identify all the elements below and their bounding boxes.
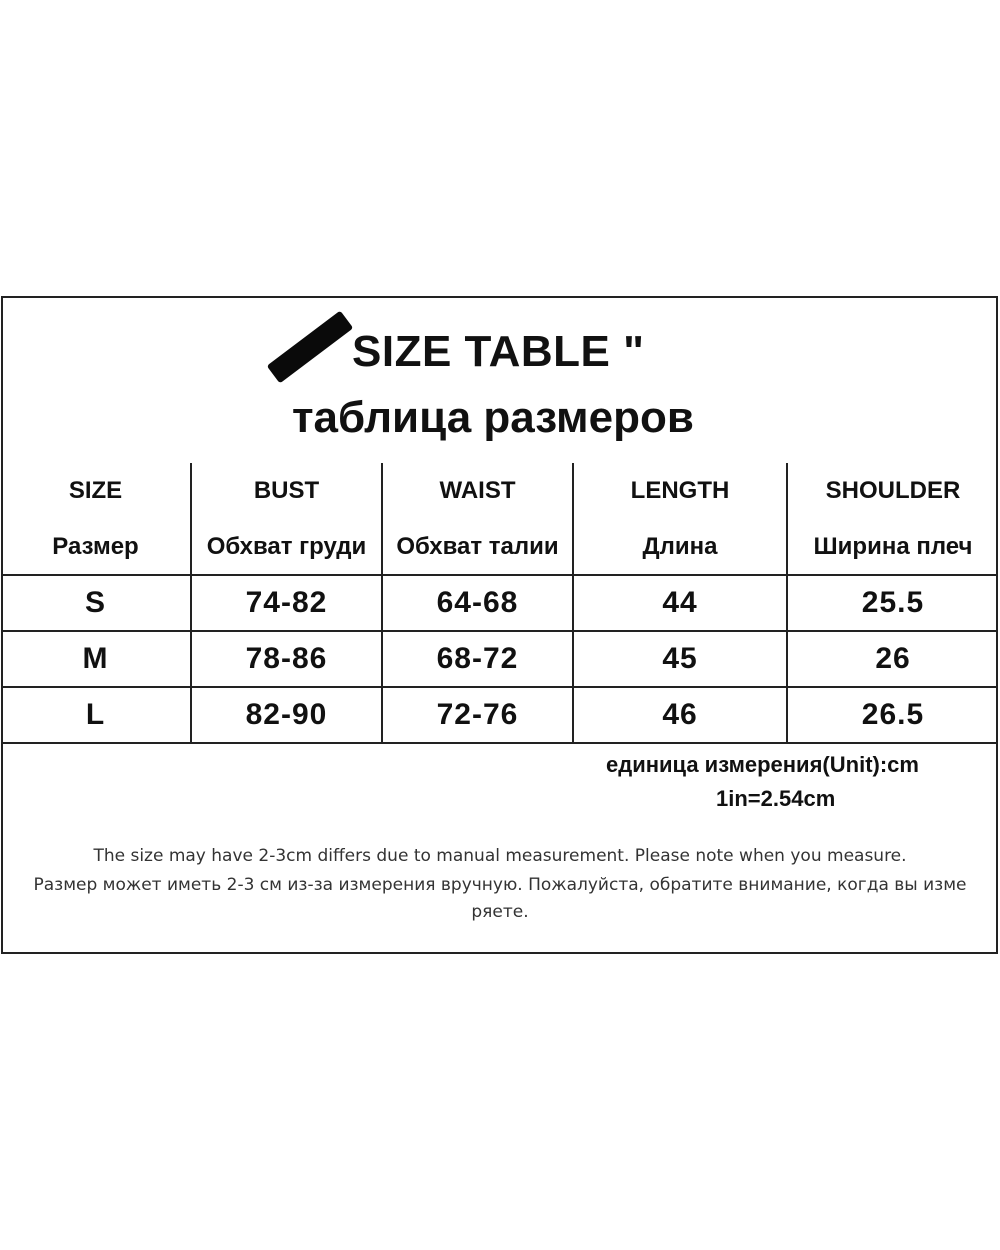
header-label-en: WAIST xyxy=(439,476,516,504)
measurement-note-russian: Размер может иметь 2-3 см из-за измерения вручную. Пожалуйста, обратите внимание, когда вы изме xyxy=(33,875,967,895)
header-label-en: SIZE xyxy=(68,476,123,504)
cell-bust: 78-86 xyxy=(191,631,382,687)
cell-waist: 72-76 xyxy=(382,687,573,743)
header-label-ru: Ширина плеч xyxy=(813,532,973,560)
header-label-ru: Длина xyxy=(642,532,718,560)
measurement-note-english: The size may have 2-3cm differs due to manual measurement. Please note when you measure. xyxy=(93,846,907,866)
header-length xyxy=(573,463,787,575)
cell-shoulder: 26.5 xyxy=(787,687,998,743)
header-size xyxy=(1,463,191,575)
cell-size: M xyxy=(1,631,191,687)
conversion-label: 1in=2.54cm xyxy=(716,786,836,811)
cell-waist: 68-72 xyxy=(382,631,573,687)
cell-length: 45 xyxy=(573,631,787,687)
table-row xyxy=(1,687,998,743)
measurement-note-russian-continued: ряете. xyxy=(471,902,529,922)
header-label-ru: Обхват талии xyxy=(396,532,559,560)
cell-size: S xyxy=(1,575,191,631)
cell-shoulder: 25.5 xyxy=(787,575,998,631)
header-label-en: LENGTH xyxy=(630,476,730,504)
cell-bust: 82-90 xyxy=(191,687,382,743)
header-label-en: BUST xyxy=(253,476,320,504)
header-shoulder xyxy=(787,463,998,575)
cell-length: 44 xyxy=(573,575,787,631)
cell-waist: 64-68 xyxy=(382,575,573,631)
header-label-ru: Обхват груди xyxy=(206,532,367,560)
header-waist xyxy=(382,463,573,575)
header-label-ru: Размер xyxy=(52,532,139,560)
table-row xyxy=(1,631,998,687)
size-table xyxy=(1,463,998,744)
title-english: SIZE TABLE " xyxy=(352,327,645,376)
title-russian: таблица размеров xyxy=(292,393,694,442)
header-bust xyxy=(191,463,382,575)
cell-shoulder: 26 xyxy=(787,631,998,687)
unit-label: единица измерения(Unit):cm xyxy=(606,752,919,777)
cell-size: L xyxy=(1,687,191,743)
cell-bust: 74-82 xyxy=(191,575,382,631)
header-label-en: SHOULDER xyxy=(825,476,961,504)
table-row xyxy=(1,575,998,631)
cell-length: 46 xyxy=(573,687,787,743)
table-header-row xyxy=(1,463,998,575)
